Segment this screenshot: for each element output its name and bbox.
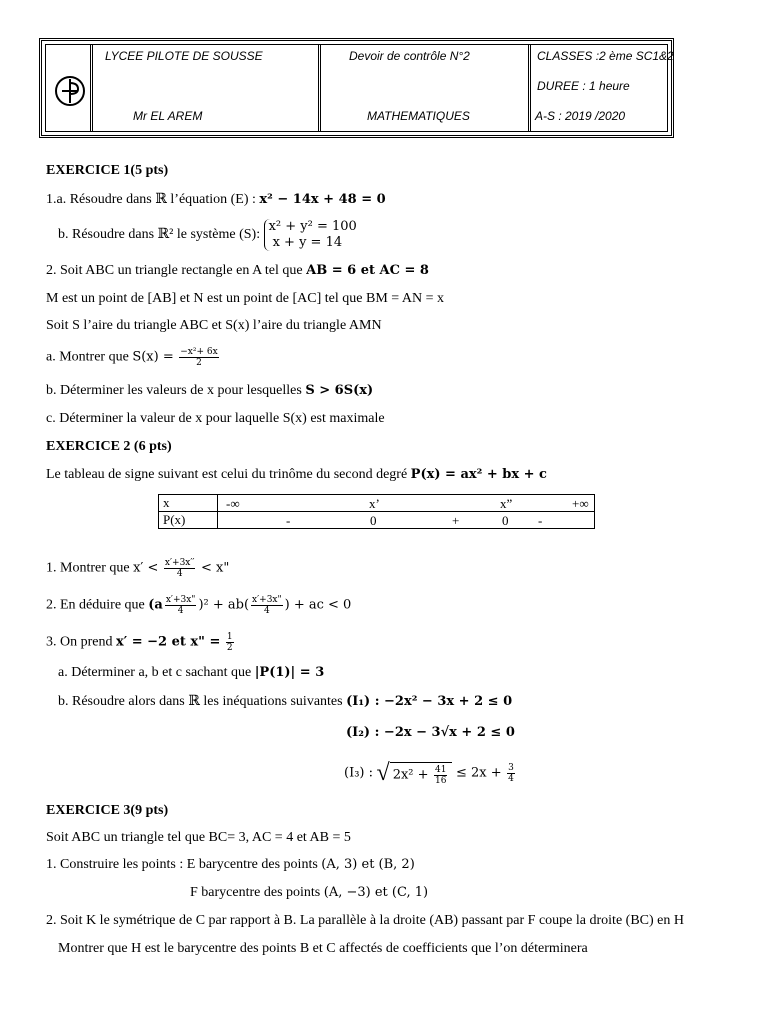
ex3-q2-line1: 2. Soit K le symétrique de C par rapport à B. La parallèle à la droite (AB) passant par F coupe la droite (BC) en H — [46, 913, 684, 928]
ex2-q1-fraction — [164, 558, 196, 579]
fraction-denominator: 4 — [263, 606, 270, 616]
system-eq1: x² + y² = 100 — [268, 219, 357, 234]
inequation-i3 — [344, 760, 517, 787]
ex1-q1a-text: 1.a. Résoudre dans ℝ l’équation (E) : — [46, 192, 256, 207]
i3-fraction-2 — [507, 763, 515, 784]
ex2-q2-end: ) + ac < 0 — [284, 597, 352, 613]
x-root-1: x’ — [369, 495, 380, 511]
ex3-q1f — [190, 885, 428, 901]
ex1-qa-lhs: S(x) = — [132, 349, 174, 365]
ex2-intro-text: Le tableau de signe suivant est celui du trinôme du second degré — [46, 467, 408, 482]
fraction-numerator: 1 — [226, 632, 233, 642]
inequation-i2: (I₂) : −2x − 3√x + 2 ≤ 0 — [346, 725, 515, 740]
sign-1: - — [286, 512, 291, 528]
exam-header — [39, 38, 674, 138]
ex1-q2-math: AB = 6 et AC = 8 — [306, 263, 429, 278]
ex3-q2-line2: Montrer que H est le barycentre des points B et C affectés de coefficients que l’on déterminera — [58, 941, 588, 956]
ex2-q3-text: 3. On prend — [46, 634, 113, 650]
fraction-denominator: 2 — [226, 643, 233, 653]
ex1-qb — [46, 383, 373, 399]
fraction-denominator: 4 — [508, 774, 514, 784]
ex2-q3b-text: b. Résoudre alors dans ℝ les inéquations suivantes — [58, 694, 343, 709]
ex2-q2-text: 2. En déduire que — [46, 597, 145, 613]
sign-table-row-p — [159, 512, 595, 529]
fraction-denominator: 4 — [176, 569, 183, 579]
exam-cell — [321, 45, 531, 131]
ex2-q1-lhs: x′ < — [133, 560, 159, 576]
zero-1: 0 — [370, 512, 377, 528]
ex3-q1-math: (A, 3) et (B, 2) — [321, 857, 415, 872]
ex2-q1-rhs: < x" — [200, 560, 230, 576]
ex1-qa-text: a. Montrer que — [46, 349, 129, 365]
ex1-system — [264, 219, 357, 251]
row-p-values — [218, 512, 595, 529]
ex2-intro — [46, 467, 547, 483]
subject: MATHEMATIQUES — [367, 109, 470, 123]
sqrt-icon: √ — [376, 760, 390, 786]
ex1-qb-math: S > 6S(x) — [305, 383, 374, 398]
inequation-i1: (I₁) : −2x² − 3x + 2 ≤ 0 — [346, 694, 513, 709]
logo-cell — [46, 45, 93, 131]
ex2-q3a — [58, 665, 324, 681]
ex2-q2-mid: )² + ab( — [198, 597, 250, 613]
ex2-q2-a: (a — [148, 597, 163, 613]
ex2-q3a-text: a. Déterminer a, b et c sachant que — [58, 665, 252, 680]
fraction-numerator: −x²+ 6x — [180, 347, 218, 357]
zero-2: 0 — [502, 512, 509, 528]
ex1-area-def: Soit S l’aire du triangle ABC et S(x) l’aire du triangle AMN — [46, 318, 382, 333]
exercise-3-title: EXERCICE 3(9 pts) — [46, 803, 169, 818]
duration: DUREE : 1 heure — [537, 79, 630, 93]
fraction-numerator: x′+3x" — [165, 595, 196, 605]
ex3-q1 — [46, 857, 415, 873]
ex2-q1 — [46, 558, 229, 579]
i3-radicand — [390, 762, 453, 786]
ex1-q1a-equation: x² − 14x + 48 = 0 — [259, 192, 386, 207]
teacher-name: Mr EL AREM — [133, 109, 203, 123]
i3-fraction-1 — [434, 765, 447, 786]
system-eq2: x + y = 14 — [272, 235, 343, 250]
ex1-qa — [46, 347, 221, 368]
ex1-q1b-text: b. Résoudre dans ℝ² le système (S): — [58, 227, 261, 243]
fraction-numerator: x′+3x′′ — [164, 558, 195, 568]
x-minus-infinity: -∞ — [226, 495, 240, 511]
school-name: LYCEE PILOTE DE SOUSSE — [105, 49, 263, 63]
sign-table-row-x — [159, 495, 595, 512]
row-label-p: P(x) — [159, 512, 218, 529]
ex3-q1f-text: F barycentre des points — [190, 885, 321, 900]
ex2-q2-fraction-2 — [251, 595, 283, 616]
ex2-q3a-math: |P(1)| = 3 — [254, 665, 325, 680]
row-label-x: x — [159, 495, 218, 512]
ex1-qc: c. Déterminer la valeur de x pour laquelle S(x) est maximale — [46, 411, 385, 426]
ex2-q2 — [46, 595, 351, 616]
row-x-values — [218, 495, 595, 512]
school-cell — [93, 45, 321, 131]
sign-3: - — [538, 512, 543, 528]
ex3-q1-text: 1. Construire les points : E barycentre des points — [46, 857, 318, 872]
i3-radicand-text: 2x² + — [392, 767, 429, 783]
ex2-q3-math: x′ = −2 et x" = — [116, 634, 221, 650]
ex1-points-mn: M est un point de [AB] et N est un point de [AC] tel que BM = AN = x — [46, 291, 445, 306]
i3-label: (I₃) : — [344, 765, 374, 781]
ex2-q3b — [58, 693, 512, 710]
fraction-denominator: 16 — [435, 775, 447, 786]
class-cell — [531, 45, 674, 131]
exam-title: Devoir de contrôle N°2 — [349, 49, 470, 63]
fraction-denominator: 4 — [177, 606, 184, 616]
ex2-q3 — [46, 632, 236, 653]
exercise-2-title: EXERCICE 2 (6 pts) — [46, 439, 172, 454]
school-year: A-S : 2019 /2020 — [535, 109, 626, 123]
fraction-numerator: 41 — [435, 764, 447, 775]
ex1-q2 — [46, 263, 429, 279]
school-logo-icon — [54, 73, 86, 109]
ex3-intro: Soit ABC un triangle tel que BC= 3, AC = 4 et AB = 5 — [46, 830, 351, 845]
ex1-q1a — [46, 191, 386, 208]
ex3-q1f-math: (A, −3) et (C, 1) — [323, 885, 429, 900]
fraction-numerator: x′+3x" — [252, 595, 282, 605]
i3-rhs: ≤ 2x + — [455, 765, 502, 781]
classes: CLASSES :2 ème SC1&2 — [537, 49, 674, 63]
ex2-q3-fraction — [226, 632, 234, 653]
fraction-denominator: 2 — [196, 358, 202, 368]
fraction-numerator: 3 — [508, 763, 514, 773]
exercise-1-title: EXERCICE 1(5 pts) — [46, 163, 169, 178]
ex1-q1b — [58, 219, 357, 251]
sign-table — [158, 494, 595, 529]
x-plus-infinity: +∞ — [572, 495, 589, 511]
ex2-q1-text: 1. Montrer que — [46, 560, 130, 576]
x-root-2: x” — [500, 495, 513, 511]
ex2-intro-math: P(x) = ax² + bx + c — [410, 467, 547, 482]
ex2-q2-fraction-1 — [165, 595, 197, 616]
ex1-qa-fraction — [179, 347, 218, 368]
ex1-qb-text: b. Déterminer les valeurs de x pour lesquelles — [46, 383, 302, 398]
ex1-q2-text: 2. Soit ABC un triangle rectangle en A tel que — [46, 263, 303, 278]
sign-2: + — [452, 512, 460, 528]
